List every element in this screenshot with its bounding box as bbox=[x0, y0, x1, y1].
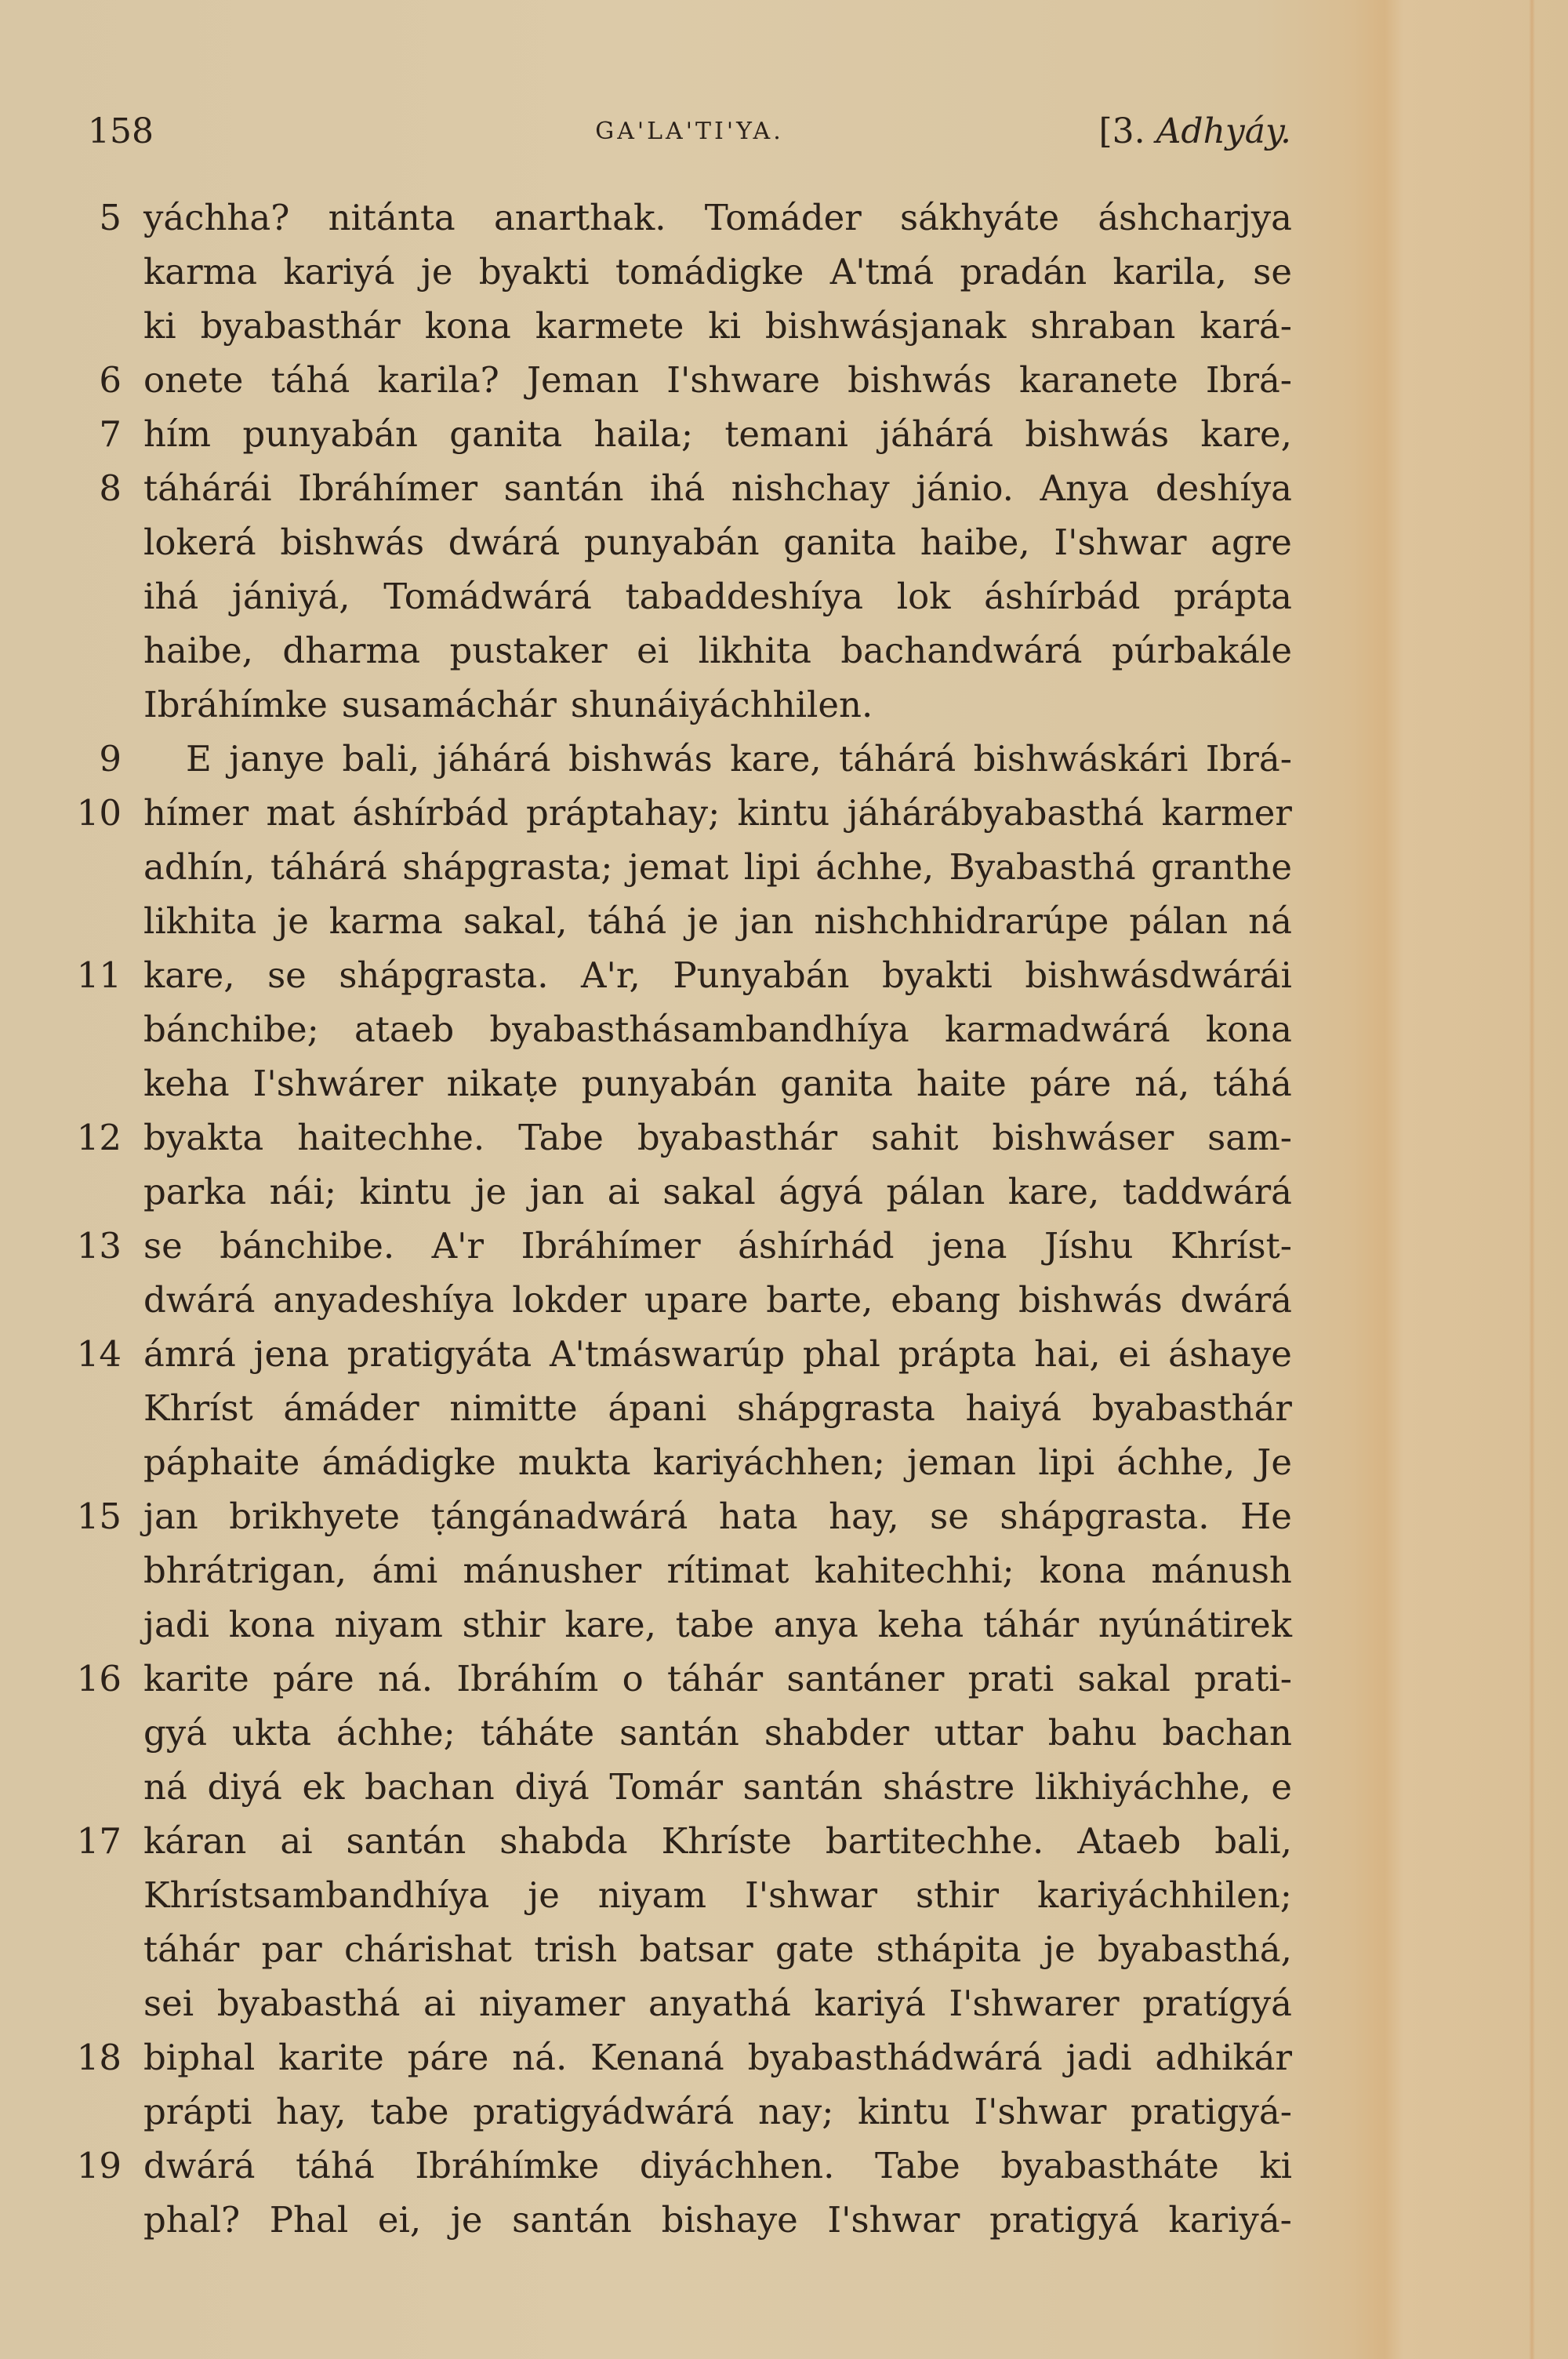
text-line bbox=[0, 1652, 1568, 1706]
text-line bbox=[0, 786, 1568, 840]
text-line bbox=[0, 569, 1568, 623]
verse-number: 15 bbox=[76, 1496, 122, 1537]
line-text: dwárá táhá Ibráhímke diyáchhen. Tabe byabastháte ki bbox=[143, 2145, 1292, 2186]
line-text: táhárái Ibráhímer santán ihá nishchay jánio. Anya deshíya bbox=[143, 467, 1292, 509]
line-text: lokerá bishwás dwárá punyabán ganita haibe, I'shwar agre bbox=[143, 522, 1292, 563]
verse-number: 17 bbox=[76, 1820, 122, 1862]
text-line bbox=[0, 191, 1568, 245]
line-text: hímer mat áshírbád práptahay; kintu jáhárábyabasthá karmer bbox=[143, 792, 1292, 834]
verse-number: 7 bbox=[99, 413, 122, 455]
running-head bbox=[88, 108, 1291, 155]
text-line bbox=[0, 245, 1568, 299]
text-line bbox=[0, 1165, 1568, 1219]
text-line bbox=[0, 1056, 1568, 1110]
line-text: dwárá anyadeshíya lokder upare barte, ebang bishwás dwárá bbox=[143, 1279, 1292, 1321]
verse-number: 19 bbox=[76, 2145, 122, 2186]
text-line bbox=[0, 2193, 1568, 2247]
text-line bbox=[0, 299, 1568, 353]
line-text: parka nái; kintu je jan ai sakal ágyá pálan kare, taddwárá bbox=[143, 1171, 1292, 1212]
verse-number: 9 bbox=[99, 738, 122, 780]
verse-number: 12 bbox=[76, 1117, 122, 1158]
line-text: kare, se shápgrasta. A'r, Punyabán byakti bishwásdwárái bbox=[143, 954, 1292, 996]
line-text: jadi kona niyam sthir kare, tabe anya keha táhár nyúnátirek bbox=[143, 1604, 1292, 1645]
verse-number: 14 bbox=[76, 1333, 122, 1375]
text-line bbox=[0, 623, 1568, 678]
line-text: adhín, táhárá shápgrasta; jemat lipi áchhe, Byabasthá granthe bbox=[143, 846, 1292, 888]
verse-number: 11 bbox=[76, 954, 122, 996]
line-text: likhita je karma sakal, táhá je jan nishchhidrarúpe pálan ná bbox=[143, 900, 1292, 942]
text-line bbox=[0, 461, 1568, 515]
line-text: haibe, dharma pustaker ei likhita bachandwárá púrbakále bbox=[143, 630, 1292, 671]
text-line bbox=[0, 1706, 1568, 1760]
verse-number: 6 bbox=[99, 359, 122, 401]
page-number: 158 bbox=[88, 111, 154, 151]
line-text: jan brikhyete ṭángánadwárá hata hay, se shápgrasta. He bbox=[143, 1496, 1292, 1537]
line-text: káran ai santán shabda Khríste bartitechhe. Ataeb bali, bbox=[143, 1820, 1292, 1862]
line-text: Ibráhímke susamáchár shunáiyáchhilen. bbox=[143, 684, 873, 725]
line-text: biphal karite páre ná. Kenaná byabasthádwárá jadi adhikár bbox=[143, 2037, 1292, 2078]
text-line bbox=[0, 2085, 1568, 2139]
text-line bbox=[0, 1814, 1568, 1868]
line-text: prápti hay, tabe pratigyádwárá nay; kintu I'shwar pratigyá- bbox=[143, 2091, 1292, 2132]
body-text bbox=[0, 191, 1568, 2247]
text-line bbox=[0, 1110, 1568, 1165]
text-line bbox=[0, 407, 1568, 461]
text-line bbox=[0, 1922, 1568, 1976]
line-text: byakta haitechhe. Tabe byabasthár sahit bishwáser sam- bbox=[143, 1117, 1292, 1158]
verse-number: 18 bbox=[76, 2037, 122, 2078]
text-line bbox=[0, 2139, 1568, 2193]
verse-number: 16 bbox=[76, 1658, 122, 1699]
text-line bbox=[0, 353, 1568, 407]
running-title: GA'LA'TI'YA. bbox=[595, 118, 784, 145]
line-text: hím punyabán ganita haila; temani jáhárá bishwás kare, bbox=[143, 413, 1292, 455]
line-text: bánchibe; ataeb byabasthásambandhíya karmadwárá kona bbox=[143, 1009, 1292, 1050]
text-line bbox=[0, 1760, 1568, 1814]
text-line bbox=[0, 1435, 1568, 1489]
line-text: ná diyá ek bachan diyá Tomár santán shástre likhiyáchhe, e bbox=[143, 1766, 1292, 1808]
text-line bbox=[0, 1381, 1568, 1435]
text-line bbox=[0, 1219, 1568, 1273]
chapter-label: Adhyáy. bbox=[1156, 111, 1291, 151]
line-text: táhár par chárishat trish batsar gate sthápita je byabasthá, bbox=[143, 1928, 1292, 1970]
text-line bbox=[0, 2030, 1568, 2085]
text-line bbox=[0, 1273, 1568, 1327]
line-text: yáchha? nitánta anarthak. Tomáder sákhyáte áshcharjya bbox=[143, 197, 1292, 238]
line-text: ki byabasthár kona karmete ki bishwásjanak shraban kará- bbox=[143, 305, 1292, 347]
chapter-reference bbox=[1098, 108, 1291, 155]
text-line bbox=[0, 678, 1568, 732]
line-text: ihá jániyá, Tomádwárá tabaddeshíya lok áshírbád prápta bbox=[143, 576, 1292, 617]
text-line bbox=[0, 840, 1568, 894]
text-line bbox=[0, 1976, 1568, 2030]
line-text: Khríst ámáder nimitte ápani shápgrasta haiyá byabasthár bbox=[143, 1387, 1292, 1429]
text-line bbox=[0, 515, 1568, 569]
line-text: keha I'shwárer nikaṭe punyabán ganita haite páre ná, táhá bbox=[143, 1063, 1292, 1104]
text-line bbox=[0, 732, 1568, 786]
text-line bbox=[0, 1489, 1568, 1543]
line-text: karite páre ná. Ibráhím o táhár santáner prati sakal prati- bbox=[143, 1658, 1292, 1699]
text-line bbox=[0, 1002, 1568, 1056]
line-text: bhrátrigan, ámi mánusher rítimat kahitechhi; kona mánush bbox=[143, 1550, 1292, 1591]
line-text: se bánchibe. A'r Ibráhímer áshírhád jena Jíshu Khríst- bbox=[143, 1225, 1292, 1267]
line-text: karma kariyá je byakti tomádigke A'tmá pradán karila, se bbox=[143, 251, 1292, 293]
text-line bbox=[0, 1598, 1568, 1652]
line-text: gyá ukta áchhe; táháte santán shabder uttar bahu bachan bbox=[143, 1712, 1292, 1754]
line-text: onete táhá karila? Jeman I'shware bishwás karanete Ibrá- bbox=[143, 359, 1292, 401]
chapter-prefix: [3. bbox=[1098, 111, 1156, 151]
verse-number: 13 bbox=[76, 1225, 122, 1267]
verse-number: 5 bbox=[99, 197, 122, 238]
line-text: E janye bali, jáhárá bishwás kare, táhárá bishwáskári Ibrá- bbox=[186, 738, 1292, 780]
text-line bbox=[0, 1543, 1568, 1598]
line-text: sei byabasthá ai niyamer anyathá kariyá I'shwarer pratígyá bbox=[143, 1983, 1292, 2024]
line-text: ámrá jena pratigyáta A'tmáswarúp phal prápta hai, ei áshaye bbox=[143, 1333, 1292, 1375]
text-line bbox=[0, 1868, 1568, 1922]
text-line bbox=[0, 948, 1568, 1002]
line-text: phal? Phal ei, je santán bishaye I'shwar pratigyá kariyá- bbox=[143, 2199, 1292, 2241]
line-text: Khrístsambandhíya je niyam I'shwar sthir kariyáchhilen; bbox=[143, 1874, 1292, 1916]
text-line bbox=[0, 1327, 1568, 1381]
text-line bbox=[0, 894, 1568, 948]
verse-number: 10 bbox=[76, 792, 122, 834]
line-text: páphaite ámádigke mukta kariyáchhen; jeman lipi áchhe, Je bbox=[143, 1441, 1292, 1483]
verse-number: 8 bbox=[99, 467, 122, 509]
